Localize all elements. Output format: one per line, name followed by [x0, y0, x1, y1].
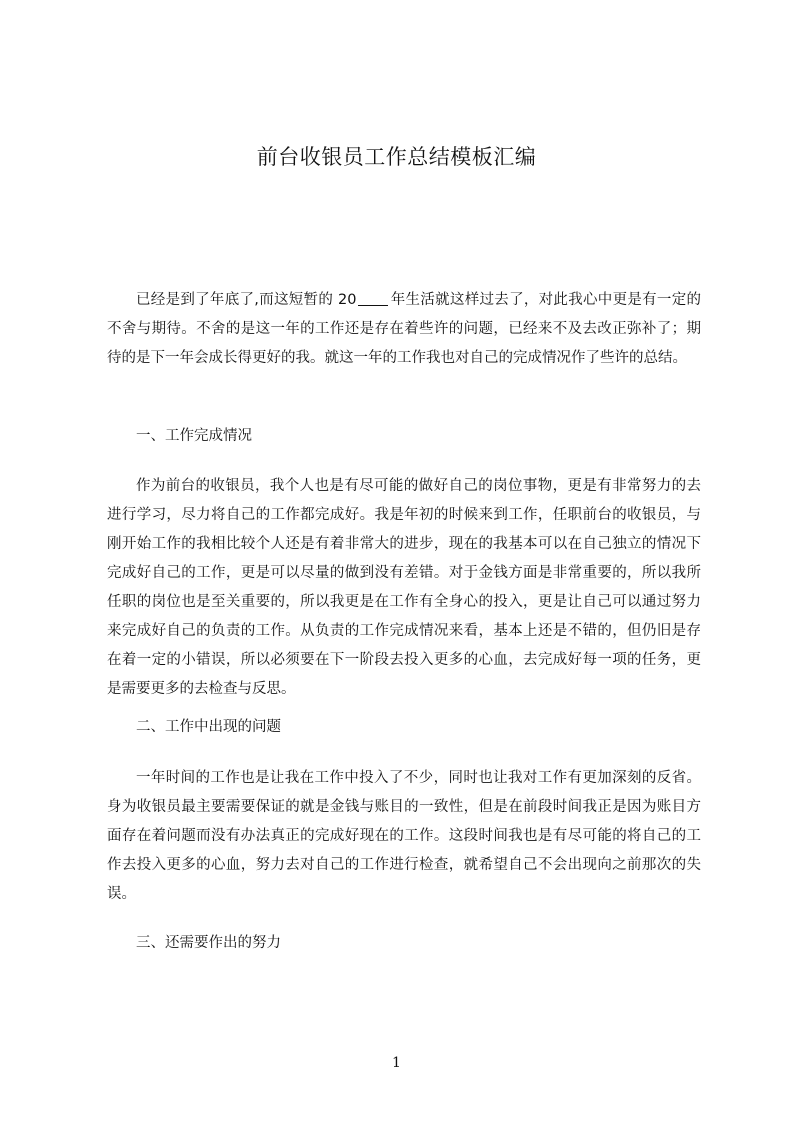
intro-text-start: 已经是到了年底了,而这短暂的 20	[136, 292, 357, 308]
year-blank	[358, 291, 388, 307]
intro-text-end: 年生活就这样过去了，对此我心中更是有一定的不舍与期待。不舍的是这一年的工作还是存在着些许的问题，已经来不及去改正弥补了；期待的是下一年会成长得更好的我。就这一年的工作我也对自己的完成情况作了些许的总结。	[107, 292, 702, 366]
section-heading-3: 三、还需要作出的努力	[136, 935, 281, 951]
section-paragraph-1: 作为前台的收银员，我个人也是有尽可能的做好自己的岗位事物，更是有非常努力的去进行学习，尽力将自己的工作都完成好。我是年初的时候来到工作，任职前台的收银员，与刚开始工作的我相比较个人还是有着非常大的进步，现在的我基本可以在自己独立的情况下完成好自己的工作，更是可以尽量的做到没有差错。对于金钱方面是非常重要的，所以我所任职的岗位也是至关重要的，所以我更是在工作有全身心的投入，更是让自己可以通过努力来完成好自己的负责的工作。从负责的工作完成情况来看，基本上还是不错的，但仍旧是存在着一定的小错误，所以必须要在下一阶段去投入更多的心血，去完成好每一项的任务，更是需要更多的去检查与反思。	[107, 478, 701, 697]
document-title: 前台收银员工作总结模板汇编	[256, 145, 537, 169]
page-number: 1	[392, 1055, 401, 1071]
section-paragraph-2: 一年时间的工作也是让我在工作中投入了不少，同时也让我对工作有更加深刻的反省。身为收银员最主要需要保证的就是金钱与账目的一致性，但是在前段时间我正是因为账目方面存在着问题而没有办法真正的完成好现在的工作。这段时间我也是有尽可能的将自己的工作去投入更多的心血，努力去对自己的工作进行检查，就希望自己不会出现向之前那次的失误。	[107, 770, 701, 902]
section-heading-2: 二、工作中出现的问题	[136, 719, 281, 735]
intro-paragraph	[107, 286, 701, 373]
section-heading-1: 一、工作完成情况	[136, 428, 252, 444]
